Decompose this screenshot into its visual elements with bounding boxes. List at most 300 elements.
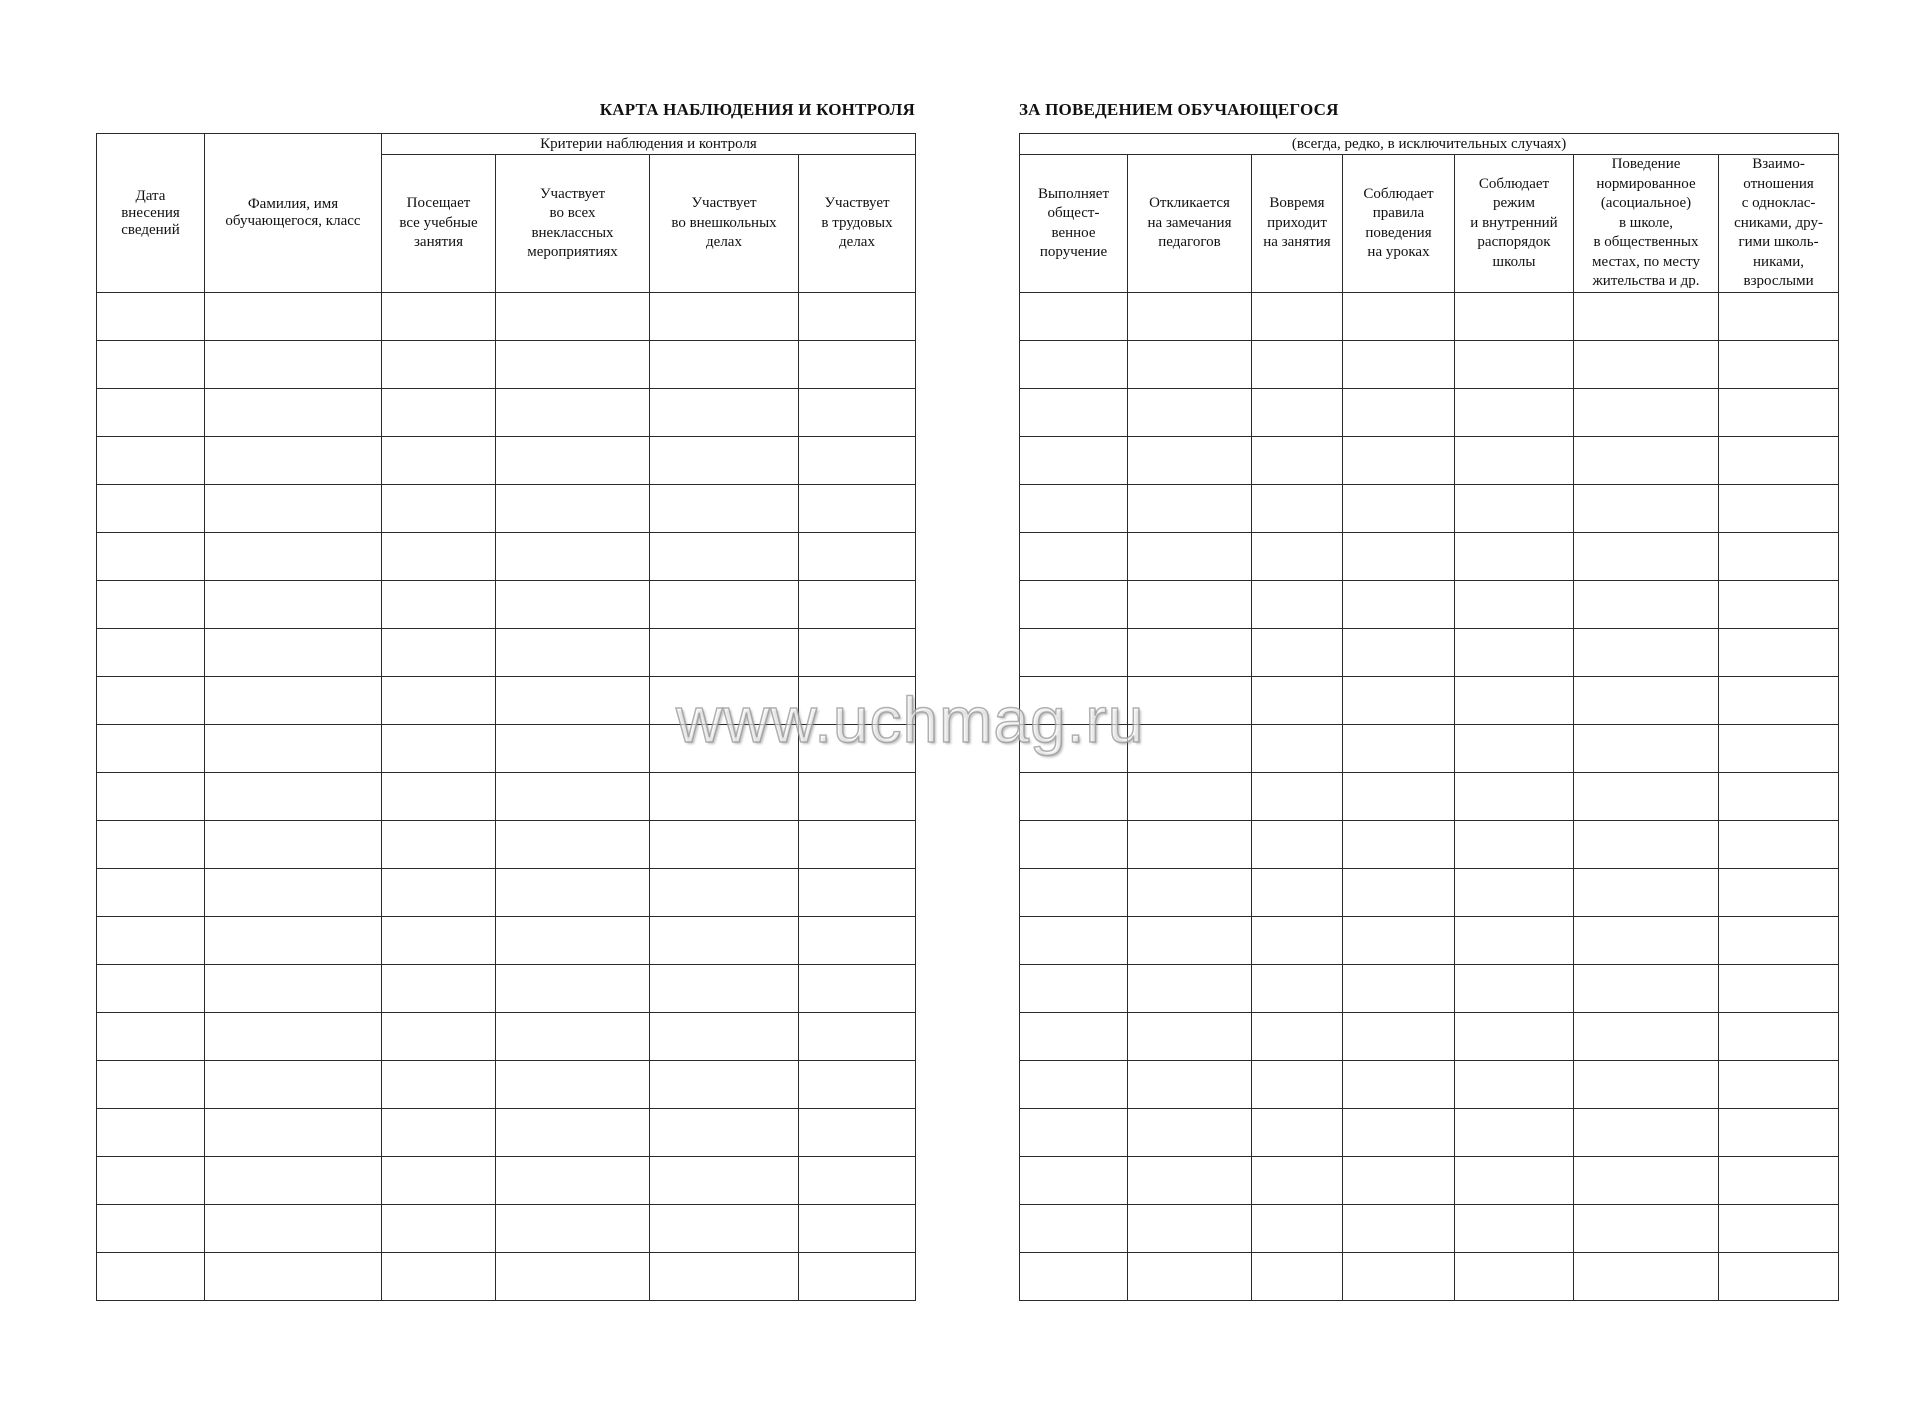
table-row xyxy=(97,1109,916,1157)
table-cell[interactable] xyxy=(205,725,382,773)
table-cell[interactable] xyxy=(1252,965,1343,1013)
table-cell[interactable] xyxy=(97,1253,205,1301)
table-cell[interactable] xyxy=(382,725,496,773)
table-cell[interactable] xyxy=(496,1061,650,1109)
table-cell[interactable] xyxy=(382,485,496,533)
table-cell[interactable] xyxy=(1128,725,1252,773)
table-cell[interactable] xyxy=(650,437,799,485)
table-cell[interactable] xyxy=(205,821,382,869)
table-cell[interactable] xyxy=(799,533,916,581)
table-cell[interactable] xyxy=(1128,1013,1252,1061)
table-cell[interactable] xyxy=(650,1013,799,1061)
table-cell[interactable] xyxy=(1574,1205,1719,1253)
table-cell[interactable] xyxy=(1455,1013,1574,1061)
table-cell[interactable] xyxy=(496,485,650,533)
table-cell[interactable] xyxy=(1252,629,1343,677)
table-cell[interactable] xyxy=(1343,821,1455,869)
table-cell[interactable] xyxy=(97,1157,205,1205)
table-cell[interactable] xyxy=(1128,677,1252,725)
table-cell[interactable] xyxy=(650,773,799,821)
table-cell[interactable] xyxy=(496,677,650,725)
column-header-date: Дата внесения сведений xyxy=(97,134,205,293)
table-cell[interactable] xyxy=(1128,1109,1252,1157)
table-row xyxy=(97,293,916,341)
table-cell[interactable] xyxy=(650,581,799,629)
table-cell[interactable] xyxy=(1574,437,1719,485)
table-cell[interactable] xyxy=(97,725,205,773)
table-cell[interactable] xyxy=(1252,533,1343,581)
table-cell[interactable] xyxy=(1252,1109,1343,1157)
table-cell[interactable] xyxy=(382,293,496,341)
table-cell[interactable] xyxy=(1252,725,1343,773)
table-cell[interactable] xyxy=(1455,1109,1574,1157)
table-cell[interactable] xyxy=(205,1061,382,1109)
table-cell[interactable] xyxy=(97,1061,205,1109)
table-cell[interactable] xyxy=(1719,773,1839,821)
table-cell[interactable] xyxy=(496,437,650,485)
table-cell[interactable] xyxy=(1455,677,1574,725)
table-cell[interactable] xyxy=(97,581,205,629)
table-cell[interactable] xyxy=(1020,1013,1128,1061)
table-cell[interactable] xyxy=(1128,965,1252,1013)
table-cell[interactable] xyxy=(382,1061,496,1109)
table-cell[interactable] xyxy=(1574,485,1719,533)
table-cell[interactable] xyxy=(1719,1109,1839,1157)
table-cell[interactable] xyxy=(382,1157,496,1205)
table-cell[interactable] xyxy=(1020,1109,1128,1157)
table-cell[interactable] xyxy=(1719,341,1839,389)
table-cell[interactable] xyxy=(1343,773,1455,821)
table-cell[interactable] xyxy=(205,533,382,581)
table-cell[interactable] xyxy=(1719,677,1839,725)
table-cell[interactable] xyxy=(1343,1157,1455,1205)
table-cell[interactable] xyxy=(1343,1013,1455,1061)
table-row xyxy=(1020,1157,1839,1205)
table-cell[interactable] xyxy=(205,869,382,917)
table-cell[interactable] xyxy=(97,341,205,389)
table-cell[interactable] xyxy=(799,341,916,389)
table-cell[interactable] xyxy=(205,485,382,533)
table-cell[interactable] xyxy=(205,1205,382,1253)
table-cell[interactable] xyxy=(1020,485,1128,533)
table-cell[interactable] xyxy=(1252,1253,1343,1301)
table-cell[interactable] xyxy=(1455,773,1574,821)
table-cell[interactable] xyxy=(1574,677,1719,725)
table-cell[interactable] xyxy=(1343,869,1455,917)
table-cell[interactable] xyxy=(1574,341,1719,389)
table-cell[interactable] xyxy=(382,677,496,725)
table-cell[interactable] xyxy=(1343,341,1455,389)
table-cell[interactable] xyxy=(650,869,799,917)
table-cell[interactable] xyxy=(1020,629,1128,677)
table-cell[interactable] xyxy=(1455,821,1574,869)
table-cell[interactable] xyxy=(205,389,382,437)
table-cell[interactable] xyxy=(1020,821,1128,869)
table-cell[interactable] xyxy=(1455,293,1574,341)
table-cell[interactable] xyxy=(496,725,650,773)
table-body-left xyxy=(97,293,916,1301)
table-cell[interactable] xyxy=(1574,533,1719,581)
table-cell[interactable] xyxy=(650,1157,799,1205)
table-cell[interactable] xyxy=(799,1061,916,1109)
table-cell[interactable] xyxy=(650,389,799,437)
table-cell[interactable] xyxy=(382,869,496,917)
table-cell[interactable] xyxy=(205,1013,382,1061)
table-cell[interactable] xyxy=(97,917,205,965)
table-row xyxy=(97,533,916,581)
table-cell[interactable] xyxy=(650,677,799,725)
table-cell[interactable] xyxy=(1343,965,1455,1013)
table-cell[interactable] xyxy=(1128,437,1252,485)
table-cell[interactable] xyxy=(1128,629,1252,677)
table-cell[interactable] xyxy=(1020,1253,1128,1301)
table-cell[interactable] xyxy=(382,965,496,1013)
table-cell[interactable] xyxy=(1574,965,1719,1013)
table-cell[interactable] xyxy=(1719,1061,1839,1109)
table-cell[interactable] xyxy=(1128,389,1252,437)
table-cell[interactable] xyxy=(1719,917,1839,965)
table-cell[interactable] xyxy=(205,341,382,389)
table-cell[interactable] xyxy=(799,677,916,725)
table-cell[interactable] xyxy=(799,965,916,1013)
table-cell[interactable] xyxy=(1455,341,1574,389)
table-cell[interactable] xyxy=(1574,1157,1719,1205)
table-cell[interactable] xyxy=(650,533,799,581)
table-cell[interactable] xyxy=(1574,869,1719,917)
table-cell[interactable] xyxy=(1574,293,1719,341)
table-cell[interactable] xyxy=(97,773,205,821)
table-cell[interactable] xyxy=(1128,1205,1252,1253)
table-cell[interactable] xyxy=(97,869,205,917)
table-cell[interactable] xyxy=(1343,437,1455,485)
table-cell[interactable] xyxy=(1020,869,1128,917)
table-cell[interactable] xyxy=(1343,1109,1455,1157)
table-row xyxy=(1020,341,1839,389)
table-cell[interactable] xyxy=(1455,917,1574,965)
table-cell[interactable] xyxy=(1252,869,1343,917)
table-cell[interactable] xyxy=(799,821,916,869)
column-header-school-regime: Соблюдает режим и внутренний распорядок школы xyxy=(1455,155,1574,293)
table-cell[interactable] xyxy=(97,821,205,869)
table-cell[interactable] xyxy=(1252,293,1343,341)
table-cell[interactable] xyxy=(1128,581,1252,629)
table-cell[interactable] xyxy=(1128,533,1252,581)
table-cell[interactable] xyxy=(1343,1205,1455,1253)
column-header-extracurricular-events: Участвует во всех внеклассных мероприятиях xyxy=(496,155,650,293)
column-header-punctuality: Вовремя приходит на занятия xyxy=(1252,155,1343,293)
table-cell[interactable] xyxy=(1455,581,1574,629)
table-cell[interactable] xyxy=(1343,629,1455,677)
table-cell[interactable] xyxy=(496,293,650,341)
table-cell[interactable] xyxy=(1128,869,1252,917)
table-cell[interactable] xyxy=(1128,773,1252,821)
table-cell[interactable] xyxy=(1574,629,1719,677)
table-cell[interactable] xyxy=(650,917,799,965)
table-cell[interactable] xyxy=(799,1205,916,1253)
table-row xyxy=(1020,1205,1839,1253)
table-cell[interactable] xyxy=(1020,1205,1128,1253)
table-cell[interactable] xyxy=(1128,1061,1252,1109)
table-cell[interactable] xyxy=(1343,677,1455,725)
table-cell[interactable] xyxy=(97,485,205,533)
table-cell[interactable] xyxy=(799,773,916,821)
table-cell[interactable] xyxy=(205,293,382,341)
table-cell[interactable] xyxy=(1574,773,1719,821)
table-cell[interactable] xyxy=(799,629,916,677)
table-cell[interactable] xyxy=(1020,293,1128,341)
observation-table-right xyxy=(1019,133,1839,1301)
table-cell[interactable] xyxy=(650,485,799,533)
table-cell[interactable] xyxy=(650,821,799,869)
table-cell[interactable] xyxy=(1128,341,1252,389)
watermark-text: www.uchmag.ru xyxy=(676,684,1145,756)
table-cell[interactable] xyxy=(205,437,382,485)
table-cell[interactable] xyxy=(1020,581,1128,629)
table-cell[interactable] xyxy=(205,773,382,821)
table-cell[interactable] xyxy=(1455,437,1574,485)
table-cell[interactable] xyxy=(799,1109,916,1157)
table-cell[interactable] xyxy=(1455,629,1574,677)
table-cell[interactable] xyxy=(1455,965,1574,1013)
table-row xyxy=(97,773,916,821)
table-cell[interactable] xyxy=(1719,629,1839,677)
table-row xyxy=(1020,917,1839,965)
table-cell[interactable] xyxy=(1574,725,1719,773)
table-cell[interactable] xyxy=(1128,293,1252,341)
table-cell[interactable] xyxy=(650,1253,799,1301)
table-cell[interactable] xyxy=(1020,773,1128,821)
table-cell[interactable] xyxy=(1252,485,1343,533)
table-cell[interactable] xyxy=(1020,965,1128,1013)
table-cell[interactable] xyxy=(1719,1253,1839,1301)
table-cell[interactable] xyxy=(205,1253,382,1301)
table-cell[interactable] xyxy=(650,725,799,773)
table-cell[interactable] xyxy=(97,437,205,485)
table-cell[interactable] xyxy=(1020,533,1128,581)
table-cell[interactable] xyxy=(382,917,496,965)
table-cell[interactable] xyxy=(1574,821,1719,869)
table-cell[interactable] xyxy=(1252,581,1343,629)
table-row xyxy=(1020,677,1839,725)
table-cell[interactable] xyxy=(1719,1205,1839,1253)
table-cell[interactable] xyxy=(97,629,205,677)
table-cell[interactable] xyxy=(1719,389,1839,437)
table-cell[interactable] xyxy=(1455,1157,1574,1205)
table-row xyxy=(97,1061,916,1109)
table-cell[interactable] xyxy=(799,437,916,485)
table-cell[interactable] xyxy=(1252,677,1343,725)
table-cell[interactable] xyxy=(382,1013,496,1061)
table-cell[interactable] xyxy=(382,437,496,485)
table-cell[interactable] xyxy=(496,773,650,821)
table-cell[interactable] xyxy=(1343,293,1455,341)
table-cell[interactable] xyxy=(1719,581,1839,629)
table-cell[interactable] xyxy=(382,1253,496,1301)
column-header-out-of-school-activities: Участвует во внешкольных делах xyxy=(650,155,799,293)
table-cell[interactable] xyxy=(496,965,650,1013)
table-cell[interactable] xyxy=(1128,1253,1252,1301)
page-title-left: КАРТА НАБЛЮДЕНИЯ И КОНТРОЛЯ xyxy=(599,100,915,119)
table-cell[interactable] xyxy=(97,1109,205,1157)
table-cell[interactable] xyxy=(1343,1253,1455,1301)
table-cell[interactable] xyxy=(650,965,799,1013)
table-cell[interactable] xyxy=(1719,821,1839,869)
table-cell[interactable] xyxy=(799,917,916,965)
table-cell[interactable] xyxy=(799,1253,916,1301)
table-cell[interactable] xyxy=(1343,725,1455,773)
table-cell[interactable] xyxy=(1574,1109,1719,1157)
column-header-responds-to-teachers: Откликается на замечания педагогов xyxy=(1128,155,1252,293)
table-cell[interactable] xyxy=(205,1109,382,1157)
table-cell[interactable] xyxy=(97,389,205,437)
table-cell[interactable] xyxy=(799,485,916,533)
table-cell[interactable] xyxy=(382,533,496,581)
table-cell[interactable] xyxy=(1252,1205,1343,1253)
table-cell[interactable] xyxy=(1455,533,1574,581)
table-cell[interactable] xyxy=(1343,917,1455,965)
table-cell[interactable] xyxy=(496,1253,650,1301)
table-cell[interactable] xyxy=(496,341,650,389)
table-cell[interactable] xyxy=(496,869,650,917)
table-cell[interactable] xyxy=(1020,725,1128,773)
table-cell[interactable] xyxy=(97,1205,205,1253)
table-cell[interactable] xyxy=(1574,1013,1719,1061)
table-cell[interactable] xyxy=(799,1157,916,1205)
table-cell[interactable] xyxy=(205,1157,382,1205)
table-cell[interactable] xyxy=(382,1205,496,1253)
table-cell[interactable] xyxy=(1343,1061,1455,1109)
table-cell[interactable] xyxy=(496,389,650,437)
table-cell[interactable] xyxy=(1128,1157,1252,1205)
table-cell[interactable] xyxy=(382,1109,496,1157)
table-cell[interactable] xyxy=(1252,821,1343,869)
table-cell[interactable] xyxy=(1020,1157,1128,1205)
table-cell[interactable] xyxy=(205,581,382,629)
table-cell[interactable] xyxy=(382,629,496,677)
table-cell[interactable] xyxy=(1455,1205,1574,1253)
table-cell[interactable] xyxy=(650,1061,799,1109)
table-cell[interactable] xyxy=(205,629,382,677)
table-cell[interactable] xyxy=(1455,389,1574,437)
table-cell[interactable] xyxy=(1455,1253,1574,1301)
table-cell[interactable] xyxy=(1719,965,1839,1013)
table-row xyxy=(97,629,916,677)
table-cell[interactable] xyxy=(1719,293,1839,341)
table-cell[interactable] xyxy=(205,965,382,1013)
table-cell[interactable] xyxy=(496,629,650,677)
table-cell[interactable] xyxy=(1574,1253,1719,1301)
table-cell[interactable] xyxy=(1719,869,1839,917)
table-cell[interactable] xyxy=(1343,389,1455,437)
table-cell[interactable] xyxy=(799,581,916,629)
table-cell[interactable] xyxy=(97,293,205,341)
table-cell[interactable] xyxy=(650,293,799,341)
table-cell[interactable] xyxy=(1719,725,1839,773)
table-cell[interactable] xyxy=(382,821,496,869)
table-cell[interactable] xyxy=(1719,485,1839,533)
table-cell[interactable] xyxy=(799,1013,916,1061)
table-cell[interactable] xyxy=(1252,1061,1343,1109)
table-cell[interactable] xyxy=(1252,437,1343,485)
table-row xyxy=(97,389,916,437)
table-cell[interactable] xyxy=(799,725,916,773)
table-cell[interactable] xyxy=(382,581,496,629)
table-cell[interactable] xyxy=(1719,1013,1839,1061)
table-cell[interactable] xyxy=(382,389,496,437)
table-cell[interactable] xyxy=(1252,341,1343,389)
table-cell[interactable] xyxy=(382,773,496,821)
table-cell[interactable] xyxy=(496,581,650,629)
table-cell[interactable] xyxy=(650,1205,799,1253)
table-cell[interactable] xyxy=(650,629,799,677)
table-cell[interactable] xyxy=(496,917,650,965)
table-cell[interactable] xyxy=(1574,581,1719,629)
table-cell[interactable] xyxy=(1128,485,1252,533)
table-cell[interactable] xyxy=(97,1013,205,1061)
table-cell[interactable] xyxy=(1719,437,1839,485)
table-cell[interactable] xyxy=(1343,581,1455,629)
table-cell[interactable] xyxy=(799,293,916,341)
table-cell[interactable] xyxy=(799,869,916,917)
table-cell[interactable] xyxy=(1343,485,1455,533)
table-cell[interactable] xyxy=(1252,389,1343,437)
table-cell[interactable] xyxy=(496,821,650,869)
table-cell[interactable] xyxy=(650,1109,799,1157)
table-cell[interactable] xyxy=(205,677,382,725)
table-cell[interactable] xyxy=(1455,725,1574,773)
table-cell[interactable] xyxy=(1020,437,1128,485)
table-cell[interactable] xyxy=(1252,773,1343,821)
column-header-student-name: Фамилия, имя обучающегося, класс xyxy=(205,134,382,293)
table-cell[interactable] xyxy=(1343,533,1455,581)
table-row xyxy=(97,341,916,389)
table-cell[interactable] xyxy=(1020,389,1128,437)
table-cell[interactable] xyxy=(650,341,799,389)
table-cell[interactable] xyxy=(382,341,496,389)
table-cell[interactable] xyxy=(205,917,382,965)
table-cell[interactable] xyxy=(1574,917,1719,965)
table-cell[interactable] xyxy=(97,677,205,725)
table-cell[interactable] xyxy=(1252,1157,1343,1205)
table-row xyxy=(1020,869,1839,917)
table-row xyxy=(97,485,916,533)
table-cell[interactable] xyxy=(496,533,650,581)
table-cell[interactable] xyxy=(1128,917,1252,965)
table-cell[interactable] xyxy=(1455,1061,1574,1109)
table-cell[interactable] xyxy=(1020,677,1128,725)
table-cell[interactable] xyxy=(1455,869,1574,917)
table-cell[interactable] xyxy=(1574,389,1719,437)
table-cell[interactable] xyxy=(1719,533,1839,581)
table-cell[interactable] xyxy=(1020,917,1128,965)
table-cell[interactable] xyxy=(97,533,205,581)
table-cell[interactable] xyxy=(496,1013,650,1061)
table-cell[interactable] xyxy=(1020,341,1128,389)
table-cell[interactable] xyxy=(496,1109,650,1157)
table-cell[interactable] xyxy=(1252,917,1343,965)
table-cell[interactable] xyxy=(1252,1013,1343,1061)
table-cell[interactable] xyxy=(97,965,205,1013)
table-cell[interactable] xyxy=(1020,1061,1128,1109)
table-cell[interactable] xyxy=(496,1205,650,1253)
table-cell[interactable] xyxy=(1574,1061,1719,1109)
table-cell[interactable] xyxy=(496,1157,650,1205)
table-row xyxy=(97,1205,916,1253)
table-cell[interactable] xyxy=(1719,1157,1839,1205)
table-cell[interactable] xyxy=(1128,821,1252,869)
table-cell[interactable] xyxy=(1455,485,1574,533)
table-cell[interactable] xyxy=(799,389,916,437)
